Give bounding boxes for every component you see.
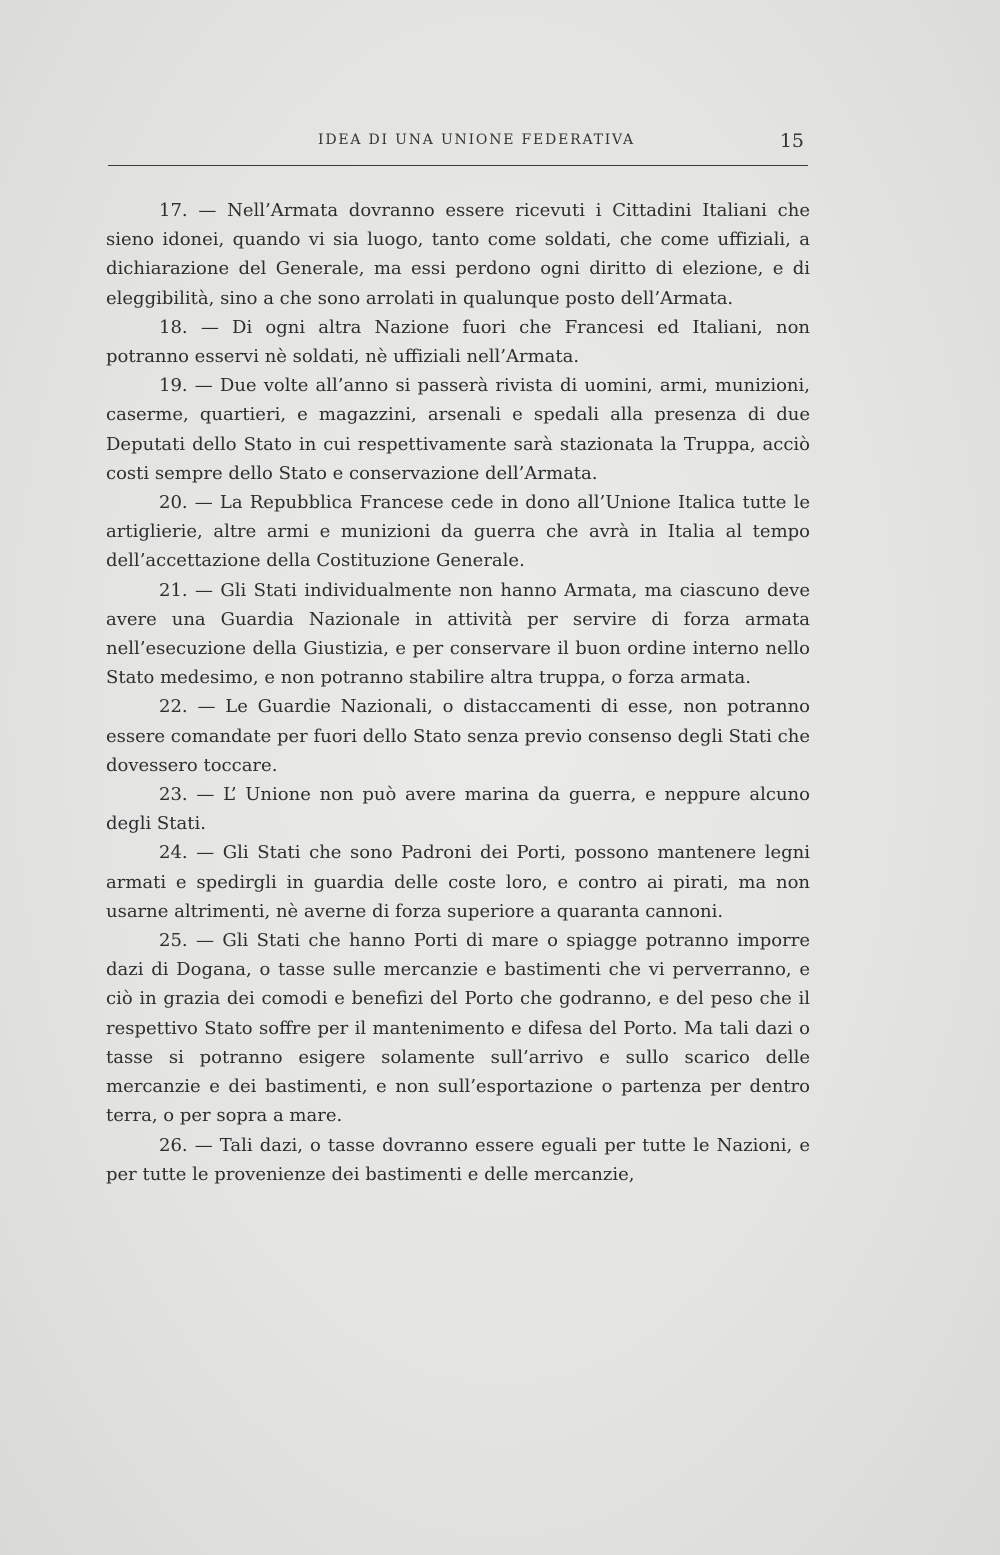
article-24: 24. — Gli Stati che sono Padroni dei Porti, possono mantenere legni armati e spedirgli in guardia delle coste loro, e contro ai pirati, ma non usarne altrimenti, nè averne di forza superiore a quaranta cannoni. <box>106 842 810 922</box>
article-19: 19. — Due volte all’anno si passerà rivista di uomini, armi, munizioni, caserme, quartieri, e magazzini, arsenali e spedali alla presenza di due Deputati dello Stato in cui respettivamente sarà stazionata la Truppa, acciò costi sempre dello Stato e conservazione dell’Armata. <box>106 375 810 484</box>
running-title: IDEA DI UNA UNIONE FEDERATIVA <box>318 132 635 148</box>
article-21: 21. — Gli Stati individualmente non hanno Armata, ma ciascuno deve avere una Guardia Nazionale in attività per servire di forza armata nell’esecuzione della Giustizia, e per conservare il buon ordine interno nello Stato medesimo, e non potranno stabilire altra truppa, o forza armata. <box>106 579 810 689</box>
article-22: 22. — Le Guardie Nazionali, o distaccamenti di esse, non potranno essere comandate per fuori dello Stato senza previo consenso degli Stati che dovessero toccare. <box>106 696 810 776</box>
page-header <box>108 132 808 156</box>
article-25: 25. — Gli Stati che hanno Porti di mare o spiagge potranno imporre dazi di Dogana, o tasse sulle mercanzie e bastimenti che vi perverranno, e ciò in grazia dei comodi e benefizi del Porto che godranno, e del peso che il respettivo Stato soffre per il mantenimento e difesa del Porto. Ma tali dazi o tasse si potranno esigere solamente sull’arrivo e sullo scarico delle mercanzie e dei bastimenti, e non sull’esportazione o partenza per dentro terra, o per sopra a mare. <box>106 930 810 1127</box>
article-18: 18. — Di ogni altra Nazione fuori che Francesi ed Italiani, non potranno esservi nè soldati, nè uffiziali nell’Armata. <box>106 316 810 368</box>
article-20: 20. — La Repubblica Francese cede in dono all’Unione Italica tutte le artiglierie, altre armi e munizioni da guerra che avrà in Italia al tempo dell’accettazione della Costituzione Generale. <box>106 492 810 572</box>
article-26: 26. — Tali dazi, o tasse dovranno essere eguali per tutte le Nazioni, e per tutte le provenienze dei bastimenti e delle mercanzie, <box>106 1134 810 1185</box>
article-17: 17. — Nell’Armata dovranno essere ricevuti i Cittadini Italiani che sieno idonei, quando vi sia luogo, tanto come soldati, che come uffiziali, a dichiarazione del Generale, ma essi perdono ogni diritto di elezione, e di eleggibilità, sino a che sono arrolati in qualunque posto dell’Armata. <box>106 200 810 309</box>
page-number: 15 <box>779 130 804 152</box>
body-text <box>106 196 810 1189</box>
article-23: 23. — L’ Unione non può avere marina da guerra, e neppure alcuno degli Stati. <box>106 784 810 835</box>
header-rule <box>108 165 808 166</box>
